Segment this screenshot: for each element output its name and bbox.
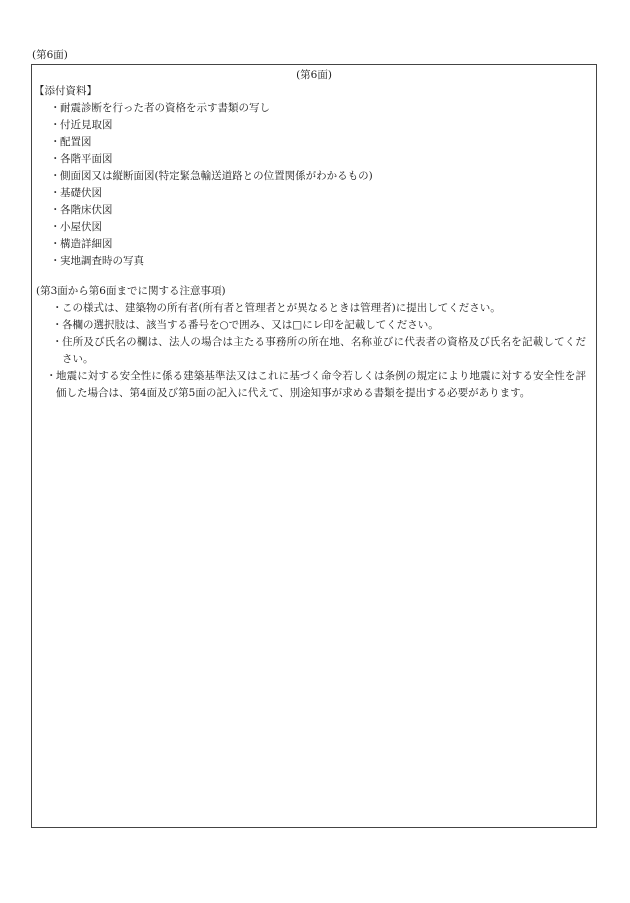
note-item	[36, 317, 586, 334]
attachment-item-text: 小屋伏図	[60, 221, 102, 233]
bullet-mark: ・	[50, 136, 61, 148]
attachment-item-text: 実地調査時の写真	[60, 255, 144, 267]
attachment-item	[34, 151, 590, 168]
note-item	[36, 300, 586, 317]
bullet-mark: ・	[50, 221, 61, 233]
attachment-item-text: 各階平面図	[60, 153, 113, 165]
attachment-item	[34, 168, 590, 185]
outer-page-label: (第6面)	[32, 49, 68, 61]
attachment-item-text: 配置図	[60, 136, 92, 148]
bullet-mark: ・	[50, 170, 61, 182]
attachment-item-text: 構造詳細図	[60, 238, 113, 250]
bullet-mark: ・	[50, 153, 61, 165]
bullet-mark: ・	[50, 187, 61, 199]
attachment-item	[34, 185, 590, 202]
note-item-text: 地震に対する安全性に係る建築基準法又はこれに基づく命令若しくは条例の規定により地震に対する安全性を評価した場合は、第4面及び第5面の記入に代えて、別途知事が求める書類を提出する必要があります。	[56, 370, 586, 399]
inner-page-label: (第6面)	[296, 69, 332, 81]
attachment-item	[34, 134, 590, 151]
bullet-mark: ・	[50, 102, 61, 114]
note-item-text: 住所及び氏名の欄は、法人の場合は主たる事務所の所在地、名称並びに代表者の資格及び氏名を記載してください。	[62, 336, 586, 365]
note-item	[36, 334, 586, 368]
attachment-item	[34, 117, 590, 134]
bullet-mark: ・	[50, 204, 61, 216]
attachment-item	[34, 236, 590, 253]
note-item-text: この様式は、建築物の所有者(所有者と管理者とが異なるときは管理者)に提出してください。	[62, 302, 501, 314]
attachments-section	[34, 83, 590, 270]
bullet-mark: ・	[52, 302, 63, 314]
bullet-mark: ・	[52, 336, 63, 348]
form-frame	[31, 64, 597, 828]
attachments-list	[34, 100, 590, 270]
attachment-item-text: 側面図又は縦断面図(特定緊急輸送道路との位置関係がわかるもの)	[60, 170, 373, 182]
bullet-mark: ・	[50, 119, 61, 131]
bullet-mark: ・	[46, 370, 57, 382]
attachment-item-text: 各階床伏図	[60, 204, 113, 216]
bullet-mark: ・	[52, 319, 63, 331]
attachment-item	[34, 100, 590, 117]
bullet-mark: ・	[50, 238, 61, 250]
notes-heading: (第3面から第6面までに関する注意事項)	[36, 285, 226, 297]
notes-section	[36, 283, 586, 402]
attachment-item	[34, 219, 590, 236]
attachment-item-text: 付近見取図	[60, 119, 113, 131]
bullet-mark: ・	[50, 255, 61, 267]
notes-list	[36, 300, 586, 402]
attachment-item	[34, 202, 590, 219]
attachment-item-text: 耐震診断を行った者の資格を示す書類の写し	[60, 102, 270, 114]
attachments-heading: 【添付資料】	[34, 85, 97, 97]
note-item-text: 各欄の選択肢は、該当する番号を○で囲み、又は□にレ印を記載してください。	[62, 319, 439, 331]
attachment-item	[34, 253, 590, 270]
note-item	[36, 368, 586, 402]
attachment-item-text: 基礎伏図	[60, 187, 102, 199]
